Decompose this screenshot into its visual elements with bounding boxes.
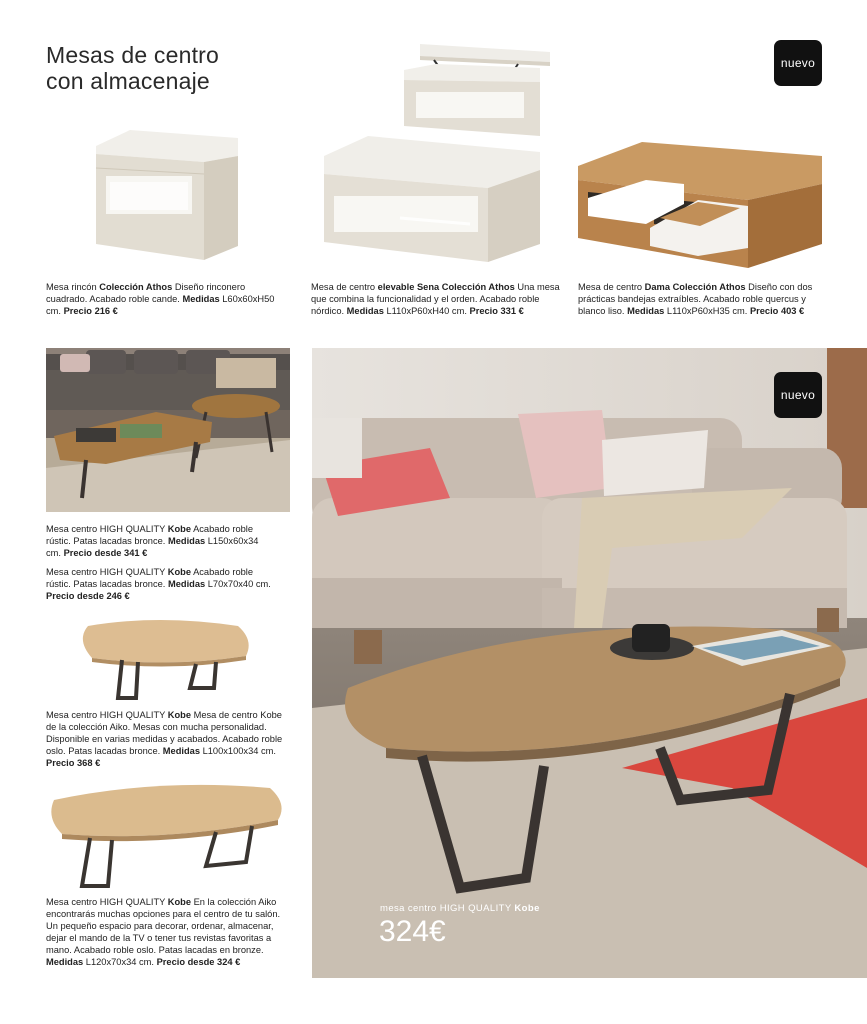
product-caption-kobe-100: Mesa centro HIGH QUALITY Kobe Mesa de centro Kobe de la colección Aiko. Mesas con mucha personalidad. Disponible en varias medidas y acabados. Acabado roble oslo. Patas lacadas bronce. Medidas L100x100x34 cm. Precio 368 € — [46, 710, 283, 768]
page-title-line-2: con almacenaje — [46, 68, 210, 94]
hero-product-label: mesa centro HIGH QUALITY Kobe — [380, 903, 540, 914]
lift-table-image — [400, 40, 552, 138]
product-caption-dama: Mesa de centro Dama Colección Athos Diseño con dos prácticas bandejas extraíbles. Acabado roble quercus y blanco liso. Medidas L110xP60xH35 cm. Precio 403 € — [578, 282, 813, 316]
page-title-line-1: Mesas de centro — [46, 42, 220, 68]
product-caption-kobe-120: Mesa centro HIGH QUALITY Kobe En la colección Aiko encontrarás muchas opciones para el centro de tu salón. Un pequeño espacio para decorar, ordenar, almacenar, dejar el mando de la TV o tener tus revistas favoritas a mano. Acabado roble oslo. Patas lacadas en bronze. Medidas L120x70x34 cm. Precio desde 324 € — [46, 897, 281, 967]
corner-table-image — [92, 128, 242, 263]
new-badge-hero: nuevo — [774, 372, 822, 418]
hero-price: 324€ — [379, 915, 446, 948]
new-badge: nuevo — [774, 40, 822, 86]
product-caption-kobe-70: Mesa centro HIGH QUALITY Kobe Acabado roble rústic. Patas lacadas bronce. Medidas L70x70x40 cm. Precio desde 246 € — [46, 567, 271, 601]
page-title — [46, 42, 219, 94]
product-caption-kobe-150: Mesa centro HIGH QUALITY Kobe Acabado roble rústic. Patas lacadas bronce. Medidas L150x60x34 cm. Precio desde 341 € — [46, 524, 259, 558]
product-caption-sena: Mesa de centro elevable Sena Colección Athos Una mesa que combina la funcionalidad y el orden. Acabado roble nórdico. Medidas L110xP60xH40 cm. Precio 331 € — [311, 282, 560, 316]
kobe-table-120-image — [48, 782, 286, 890]
product-caption-athos-corner: Mesa rincón Colección Athos Diseño rinconero cuadrado. Acabado roble cande. Medidas L60x60xH50 cm. Precio 216 € — [46, 282, 275, 316]
living-room-photo — [46, 348, 290, 512]
sena-table-image — [320, 134, 542, 266]
kobe-table-100-image — [78, 616, 252, 702]
hero-living-room-photo — [312, 348, 867, 978]
dama-table-image — [576, 140, 824, 270]
